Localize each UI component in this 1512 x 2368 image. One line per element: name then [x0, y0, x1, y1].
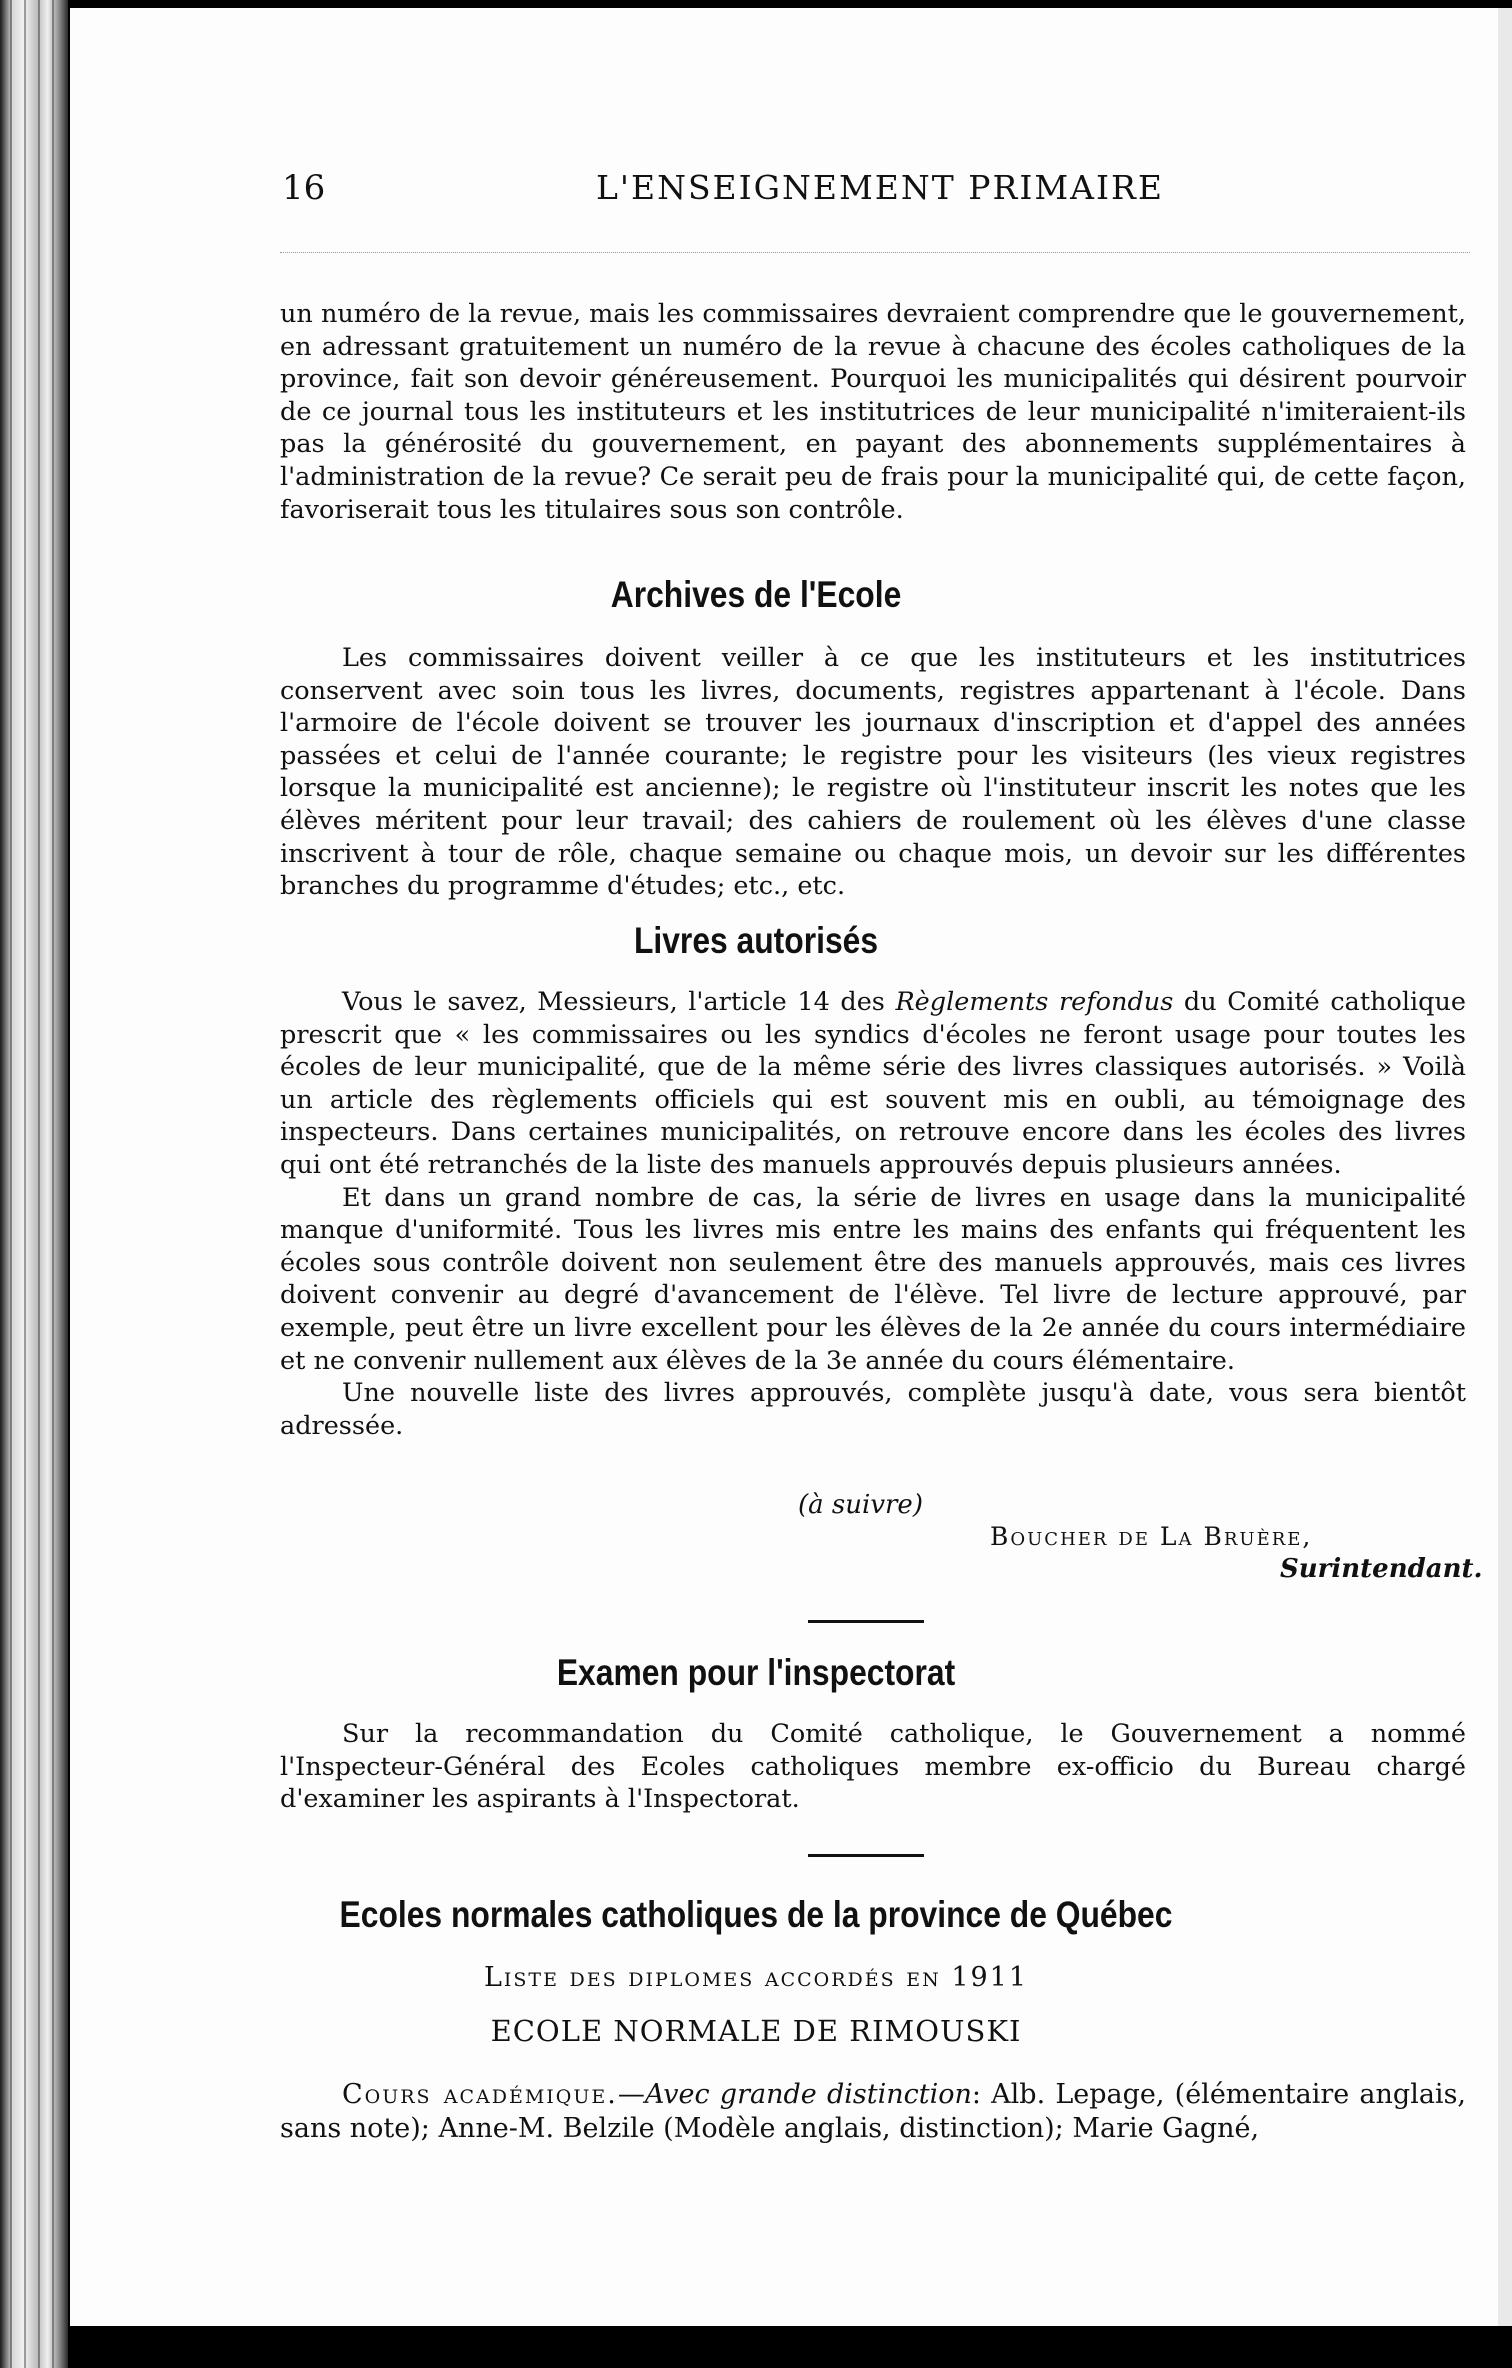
running-header: [0, 168, 1512, 212]
livres-paragraph-3: Une nouvelle liste des livres approuvés, complète jusqu'à date, vous sera bientôt adressée.: [280, 1378, 1466, 1441]
book-binding-edge: [0, 0, 68, 2368]
a-suivre: (à suivre): [798, 1490, 923, 1520]
header-rule: [280, 252, 1470, 253]
section-separator: [808, 1620, 924, 1623]
heading-ecoles: Ecoles normales catholiques de la province de Québec: [339, 1894, 1173, 1935]
academic-course-line: Cours académique.—Avec grande distinction: Alb. Lepage, (élémentaire anglais, sans note); Anne-M. Belzile (Modèle anglais, distinction); Marie Gagné,: [280, 2079, 1467, 2144]
page-number: 16: [282, 168, 326, 208]
diplomas-subheading: Liste des diplomes accordés en 1911: [483, 1962, 1029, 1993]
school-name: ECOLE NORMALE DE RIMOUSKI: [490, 2014, 1022, 2048]
heading-livres: Livres autorisés: [633, 920, 879, 961]
intro-paragraph: un numéro de la revue, mais les commissaires devraient comprendre que le gouvernement, en adressant gratuitement un numéro de la revue à chacune des écoles catholiques de la province, fait son devoir généreusement. Pourquoi les municipalités qui désirent pourvoir de ce journal tous les instituteurs et les institutrices de leur municipalité n'imiteraient-ils pas la générosité du gouvernement, en payant des abonnements supplémentaires à l'administration de la revue? Ce serait peu de frais pour la municipalité qui, de cette façon, favoriserait tous les titulaires sous son contrôle.: [280, 299, 1466, 525]
livres-paragraphs: [280, 986, 1466, 1442]
heading-archives: Archives de l'Ecole: [610, 574, 902, 615]
heading-examen: Examen pour l'inspectorat: [556, 1652, 956, 1693]
livres-paragraph-2: Et dans un grand nombre de cas, la série de livres en usage dans la municipalité manque d'uniformité. Tous les livres mis entre les mains des enfants qui fréquentent les écoles sous contrôle doivent non seulement être des manuels approuvés, mais ces livres doivent convenir au degré d'avancement de l'élève. Tel livre de lecture approuvé, par exemple, peut être un livre excellent pour les élèves de la 2e année du cours intermédiaire et ne convenir nullement aux élèves de la 3e année du cours élémentaire.: [280, 1182, 1467, 1376]
section-separator: [808, 1854, 924, 1857]
running-title: L'ENSEIGNEMENT PRIMAIRE: [596, 168, 1164, 207]
signature-title: Surintendant.: [1280, 1554, 1483, 1584]
archives-paragraph: Les commissaires doivent veiller à ce que les instituteurs et les institutrices conservent avec soin tous les livres, documents, registres appartenant à l'école. Dans l'armoire de l'école doivent se trouver les journaux d'inscription et d'appel des années passées et celui de l'année courante; le registre pour les visiteurs (les vieux registres lorsque la municipalité est ancienne); le registre où l'instituteur inscrit les notes que les élèves méritent pour leur travail; des cahiers de roulement où les élèves d'une classe inscrivent à tour de rôle, chaque semaine ou chaque mois, un devoir sur les différentes branches du programme d'études; etc., etc.: [280, 643, 1466, 902]
livres-paragraph-1: Vous le savez, Messieurs, l'article 14 des Règlements refondus du Comité catholique prescrit que « les commissaires ou les syndics d'écoles ne feront usage pour toutes les écoles de leur municipalité, que de la même série des livres classiques autorisés. » Voilà un article des règlements officiels qui est souvent mis en oubli, au témoignage des inspecteurs. Dans certaines municipalités, on retrouve encore dans les écoles des livres qui ont été retranchés de la liste des manuels approuvés depuis plusieurs années.: [280, 987, 1466, 1180]
signature-name: Boucher de La Bruère,: [990, 1522, 1313, 1551]
examen-paragraph: Sur la recommandation du Comité catholique, le Gouvernement a nommé l'Inspecteur-Général des Ecoles catholiques membre ex-officio du Bureau chargé d'examiner les aspirants à l'Inspectorat.: [280, 1719, 1466, 1815]
